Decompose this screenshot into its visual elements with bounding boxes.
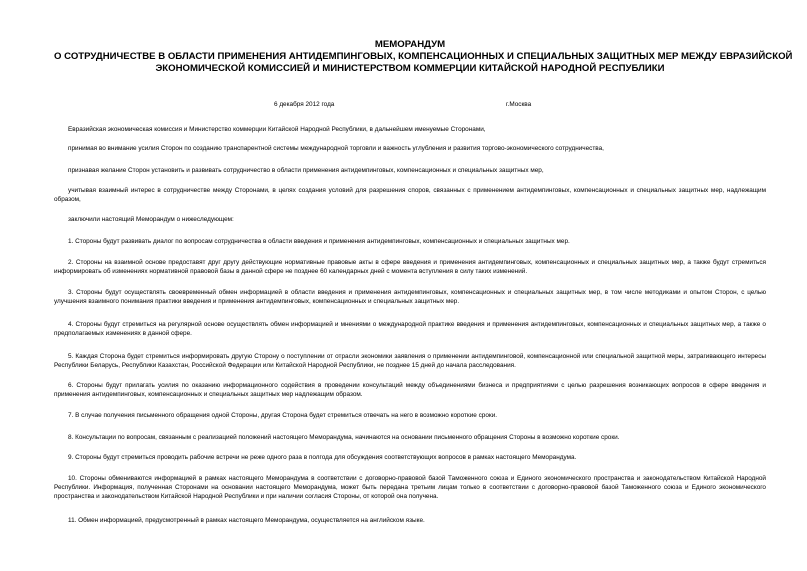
preamble-recognizing: признавая желание Сторон установить и развивать сотрудничество в области применения антидемпинговых, компенсационных и специальных защитных мер,	[68, 167, 544, 174]
preamble-considering: принимая во внимание усилия Сторон по созданию транспарентной системы международной торговли и важность углубления и развития торгово-экономического сотрудничества,	[68, 145, 604, 152]
preamble-agreed: заключили настоящий Меморандум о нижеследующем:	[68, 216, 234, 223]
document-subtitle-line-2: ЭКОНОМИЧЕСКОЙ КОМИССИЕЙ И МИНИСТЕРСТВОМ КОММЕРЦИИ КИТАЙСКОЙ НАРОДНОЙ РЕСПУБЛИКИ	[155, 63, 665, 74]
signing-date: 6 декабря 2012 года	[274, 101, 335, 108]
document-subtitle-line-1: О СОТРУДНИЧЕСТВЕ В ОБЛАСТИ ПРИМЕНЕНИЯ АНТИДЕМПИНГОВЫХ, КОМПЕНСАЦИОННЫХ И СПЕЦИАЛЬНЫХ ЗАЩИТНЫХ МЕР МЕЖДУ ЕВРАЗИЙСКОЙ	[54, 51, 793, 62]
clause-2: 2. Стороны на взаимной основе предоставят друг другу действующие нормативные правовые акты в сфере введения и применения антидемпинговых, компенсационных и специальных защитных мер, а также будут стремиться информировать об изменениях нормативной правовой базы в данной сфере не позднее 60 календарных дней с момента вступления в силу таких изменений.	[54, 259, 766, 275]
preamble-taking-into-account: учитывая взаимный интерес в сотрудничестве между Сторонами, в целях создания условий для разрешения споров, связанных с применением антидемпинговых, компенсационных и специальных защитных мер, надлежащим образом,	[54, 187, 766, 203]
clause-3: 3. Стороны будут осуществлять своевременный обмен информацией в области введения и применения антидемпинговых, компенсационных и специальных защитных мер, в том числе методиками и опытом Сторон, с целью улучшения взаимного понимания практики введения и применения антидемпинговых, компенсационных и специальных защитных мер.	[54, 289, 766, 305]
clause-9: 9. Стороны будут стремиться проводить рабочие встречи не реже одного раза в полгода для обсуждения соответствующих вопросов в рамках настоящего Меморандума.	[68, 454, 577, 461]
clause-5: 5. Каждая Сторона будет стремиться информировать другую Сторону о поступлении от отрасли экономики заявления о применении антидемпинговой, компенсационной или специальной защитной меры, затрагивающего интересы Республики Беларусь, Республики Казахстан, Российской Федерации или Китайской Народной Республики, не позднее 15 дней до начала расследования.	[54, 353, 766, 369]
preamble-parties: Евразийская экономическая комиссия и Министерство коммерции Китайской Народной Республики, в дальнейшем именуемые Сторонами,	[68, 126, 486, 133]
clause-6: 6. Стороны будут прилагать усилия по оказанию информационного содействия в проведении консультаций между объединениями бизнеса и предприятиями с целью разрешения возникающих вопросов в сфере введения и применения антидемпинговых, компенсационных и специальных защитных мер надлежащим образом.	[54, 382, 766, 398]
signing-place: г.Москва	[506, 101, 532, 108]
clause-7: 7. В случае получения письменного обращения одной Стороны, другая Сторона будет стремиться отвечать на него в возможно короткие сроки.	[68, 412, 498, 419]
document-title: МЕМОРАНДУМ	[374, 39, 446, 50]
title-block	[54, 39, 793, 75]
clause-1: 1. Стороны будут развивать диалог по вопросам сотрудничества в области введения и применения антидемпинговых, компенсационных и специальных защитных мер.	[68, 238, 570, 245]
clause-4: 4. Стороны будут стремиться на регулярной основе осуществлять обмен информацией и мнениями о международной практике введения и применения антидемпинговых, компенсационных и специальных защитных мер, а также о предполагаемых изменениях в данной сфере.	[54, 321, 766, 337]
clause-10: 10. Стороны обмениваются информацией в рамках настоящего Меморандума в соответствии с договорно-правовой базой Таможенного союза и Единого экономического пространства и законодательством Китайской Народной Республики. Информация, полученная Сторонами на основании настоящего Меморандума, может быть передана третьим лицам только в соответствии с договорно-правовой базой Таможенного союза и Единого экономического пространства и законодательством Китайской Народной Республики и при наличии согласия Стороны, от которой она получена.	[54, 475, 766, 500]
clause-11: 11. Обмен информацией, предусмотренный в рамках настоящего Меморандума, осуществляется на английском языке.	[68, 517, 425, 524]
clause-8: 8. Консультации по вопросам, связанным с реализацией положений настоящего Меморандума, начинаются на основании письменного обращения Стороны в возможно короткие сроки.	[68, 434, 620, 441]
